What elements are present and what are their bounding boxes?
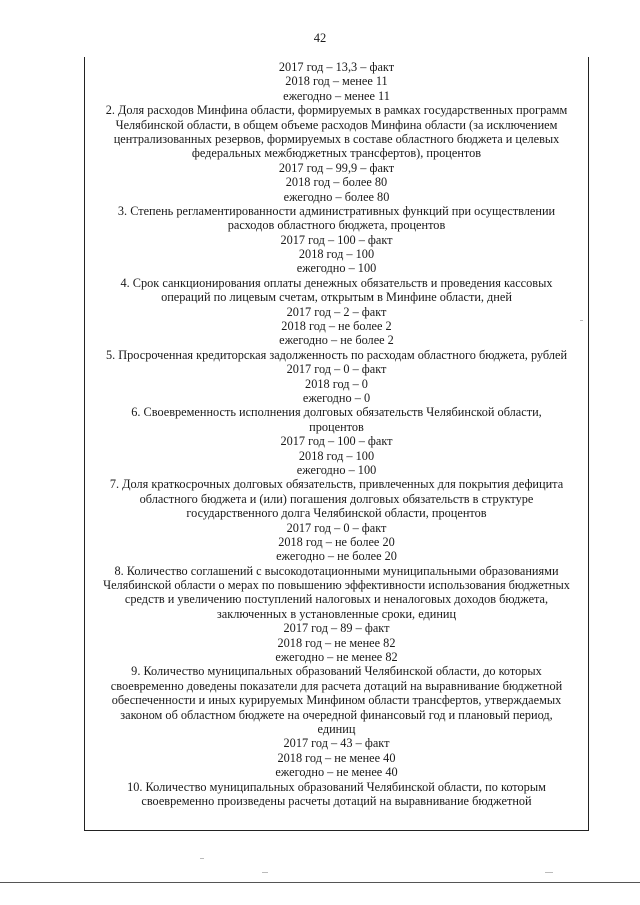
text-line: ежегодно – 100 [296, 261, 377, 276]
indicator-heading-line: 6. Своевременность исполнения долговых обязательств Челябинской области, [131, 405, 542, 420]
scan-speck [580, 320, 583, 321]
indicator-heading-line: заключенных в установленные сроки, единиц [216, 606, 457, 621]
scan-speck [200, 858, 204, 859]
indicator-heading-line: 4. Срок санкционирования оплаты денежных обязательств и проведения кассовых [120, 275, 553, 290]
text-line: 2017 год – 0 – факт [286, 362, 387, 377]
text-line: 2018 год – не менее 40 [277, 750, 396, 765]
table-cell-frame [84, 57, 589, 831]
indicator-heading-line: законом об областном бюджете на очередной финансовый год и плановый период, [120, 707, 553, 722]
indicator-heading-line: своевременно доведены показатели для расчета дотаций на выравнивание бюджетной [110, 678, 563, 693]
indicator-heading-line: своевременно произведены расчеты дотаций на выравнивание бюджетной [141, 793, 532, 808]
page-number: 42 [313, 31, 327, 45]
text-line: ежегодно – 100 [296, 462, 377, 477]
text-line: 2017 год – 100 – факт [280, 232, 393, 247]
text-line: 2018 год – менее 11 [285, 74, 388, 89]
text-line: ежегодно – менее 11 [283, 88, 390, 103]
text-line: 2018 год – более 80 [285, 175, 388, 190]
indicator-heading-line: 8. Количество соглашений с высокодотационными муниципальными образованиями [114, 563, 559, 578]
scan-speck [545, 872, 553, 873]
text-line: 2017 год – 0 – факт [286, 520, 387, 535]
text-line: 2018 год – 100 [298, 247, 375, 262]
text-line: 2018 год – не более 2 [281, 319, 392, 334]
text-line: 2017 год – 2 – факт [286, 304, 387, 319]
text-line: 2018 год – 100 [298, 448, 375, 463]
indicator-heading-line: расходов областного бюджета, процентов [227, 218, 446, 233]
indicator-heading-line: централизованных резервов, формируемых в составе областного бюджета и целевых [113, 131, 560, 146]
text-line: 2017 год – 13,3 – факт [278, 60, 395, 74]
indicator-heading-line: Челябинской области о мерах по повышению эффективности использования бюджетных [103, 578, 570, 593]
indicator-list [85, 60, 588, 808]
scan-speck [262, 872, 268, 873]
indicator-heading-line: федеральных межбюджетных трансфертов), процентов [191, 146, 482, 161]
indicator-heading-line: единиц [317, 721, 356, 736]
text-line: ежегодно – не более 20 [276, 549, 397, 564]
text-line: ежегодно – не более 2 [279, 333, 394, 348]
indicator-heading-line: процентов [309, 419, 364, 434]
text-line: 2017 год – 89 – факт [283, 621, 390, 636]
text-line: 2017 год – 100 – факт [280, 434, 393, 449]
indicator-heading-line: средств и увеличению поступлений налоговых и неналоговых доходов бюджета, [124, 592, 549, 607]
indicator-heading-line: областного бюджета и (или) погашения долговых обязательств в структуре [139, 491, 534, 506]
indicator-heading-line: 7. Доля краткосрочных долговых обязательств, привлеченных для покрытия дефицита [109, 477, 564, 492]
text-line: 2017 год – 99,9 – факт [278, 160, 395, 175]
indicator-heading-line: обеспеченности и иных курируемых Минфином области трансфертов, утверждаемых [111, 693, 562, 708]
indicator-heading-line: Челябинской области, в общем объеме расходов Минфина области (за исключением [115, 117, 558, 132]
text-line: ежегодно – не менее 82 [275, 650, 398, 665]
text-line: 2018 год – не менее 82 [277, 635, 396, 650]
text-line: ежегодно – более 80 [283, 189, 390, 204]
text-line: 2018 год – не более 20 [278, 534, 395, 549]
indicator-heading-line: 3. Степень регламентированности административных функций при осуществлении [117, 203, 556, 218]
text-line: ежегодно – 0 [302, 390, 371, 405]
indicator-heading-line: 5. Просроченная кредиторская задолженность по расходам областного бюджета, рублей [105, 347, 568, 362]
text-line: 2017 год – 43 – факт [283, 736, 390, 751]
text-line: ежегодно – не менее 40 [275, 765, 398, 780]
scan-bottom-edge [0, 882, 640, 883]
text-line: 2018 год – 0 [305, 376, 368, 391]
indicator-heading-line: 2. Доля расходов Минфина области, формируемых в рамках государственных программ [105, 103, 568, 118]
indicator-heading-line: государственного долга Челябинской области, процентов [186, 506, 487, 521]
indicator-heading-line: операций по лицевым счетам, открытым в Минфине области, дней [161, 290, 512, 305]
indicator-heading-line: 9. Количество муниципальных образований Челябинской области, до которых [131, 664, 542, 679]
indicator-heading-line: 10. Количество муниципальных образований Челябинской области, по которым [127, 779, 546, 794]
